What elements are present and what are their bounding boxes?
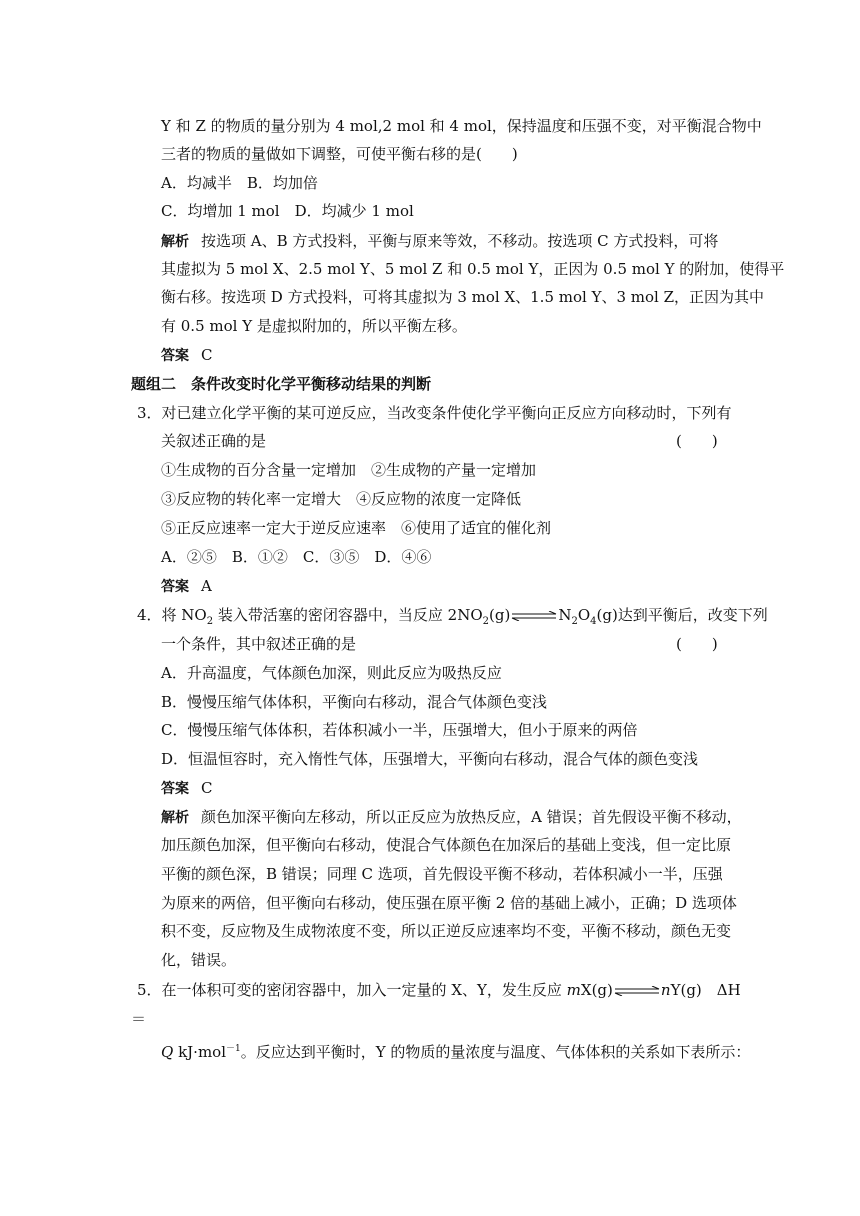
q4-option-b: B．慢慢压缩气体体积，平衡向右移动，混合气体颜色变浅 [161, 693, 548, 711]
equilibrium-arrow-icon [614, 986, 660, 996]
q3-item-2: ③反应物的转化率一定增大 ④反应物的浓度一定降低 [161, 490, 522, 508]
q2-line-1: Y 和 Z 的物质的量分别为 4 mol,2 mol 和 4 mol，保持温度和压强不变，对平衡混合物中 [161, 117, 762, 135]
q3-line-1: 3．对已建立化学平衡的某可逆反应，当改变条件使化学平衡向正反应方向移动时，下列有 [137, 404, 732, 422]
q2-line-2: 三者的物质的量做如下调整，可使平衡右移的是( ) [161, 145, 518, 163]
q4-line-2: 一个条件，其中叙述正确的是 [161, 635, 357, 653]
q3-line-2: 关叙述正确的是 [161, 432, 267, 450]
q4-analysis-line-1: 解析 颜色加深平衡向左移动，所以正反应为放热反应，A 错误；首先假设平衡不移动， [161, 808, 742, 826]
equilibrium-arrow-icon [511, 611, 557, 621]
q4-answer: 答案 C [161, 779, 213, 797]
q4-option-c: C．慢慢压缩气体体积，若体积减小一半，压强增大，但小于原来的两倍 [161, 721, 638, 739]
q3-item-1: ①生成物的百分含量一定增加 ②生成物的产量一定增加 [161, 461, 537, 479]
q4-option-a: A．升高温度，气体颜色加深，则此反应为吸热反应 [161, 664, 502, 682]
q4-analysis-line-2: 加压颜色加深，但平衡向右移动，使混合气体颜色在加深后的基础上变浅，但一定比原 [161, 836, 732, 854]
q3-answer: 答案 A [161, 577, 212, 595]
answer-label: 答案 [161, 781, 189, 797]
q4-analysis-line-3: 平衡的颜色深，B 错误；同理 C 选项，首先假设平衡不移动，若体积减小一半，压强 [161, 865, 723, 883]
q2-analysis-line-2: 其虚拟为 5 mol X、2.5 mol Y、5 mol Z 和 0.5 mol Y，正因为 0.5 mol Y 的附加，使得平 [161, 260, 785, 278]
analysis-label: 解析 [161, 234, 189, 250]
q4-line-1: 4．将 $NO_2$ 装入带活塞的密闭容器中，当反应 $2NO_2(g)$ $N_2O_4(g)$达到平衡后，改变下列 [137, 606, 768, 627]
q4-option-d: D．恒温恒容时，充入惰性气体，压强增大，平衡向右移动，混合气体的颜色变浅 [161, 750, 699, 768]
q3-options: A．②⑤ B．①② C．③⑤ D．④⑥ [161, 548, 432, 566]
q5-line-3: Q kJ·mol$^{-1}$。反应达到平衡时，Y 的物质的量浓度与温度、气体体积的关系如下表所示： [161, 1043, 751, 1061]
q4-analysis-line-5: 积不变，反应物及生成物浓度不变，所以正逆反应速率均不变，平衡不移动，颜色无变 [161, 922, 732, 940]
q2-analysis-line-3: 衡右移。按选项 D 方式投料，可将其虚拟为 3 mol X、1.5 mol Y、3 mol Z，正因为其中 [161, 288, 765, 306]
q4-analysis-line-6: 化，错误。 [161, 951, 237, 969]
q2-options-cd: C．均增加 1 mol D．均减少 1 mol [161, 202, 414, 220]
q2-options-ab: A．均减半 B．均加倍 [161, 174, 318, 192]
q4-answer-blank: ( ) [676, 635, 718, 653]
q2-analysis-line-1: 解析 按选项 A、B 方式投料，平衡与原来等效，不移动。按选项 C 方式投料，可将 [161, 232, 719, 250]
q3-item-3: ⑤正反应速率一定大于逆反应速率 ⑥使用了适宜的催化剂 [161, 519, 552, 537]
analysis-label: 解析 [161, 810, 189, 826]
q3-answer-blank: ( ) [676, 432, 718, 450]
group-heading: 题组二 条件改变时化学平衡移动结果的判断 [131, 375, 432, 393]
answer-label: 答案 [161, 348, 189, 364]
q5-line-1: 5．在一体积可变的密闭容器中，加入一定量的 X、Y，发生反应 mX(g) nY(g) ΔH [137, 981, 741, 999]
q4-analysis-line-4: 为原来的两倍，但平衡向右移动，使压强在原平衡 2 倍的基础上减小，正确；D 选项体 [161, 894, 737, 912]
answer-label: 答案 [161, 579, 189, 595]
q5-line-2: ＝ [131, 1010, 147, 1028]
q2-answer: 答案 C [161, 346, 213, 364]
q2-analysis-line-4: 有 0.5 mol Y 是虚拟附加的，所以平衡左移。 [161, 317, 467, 335]
